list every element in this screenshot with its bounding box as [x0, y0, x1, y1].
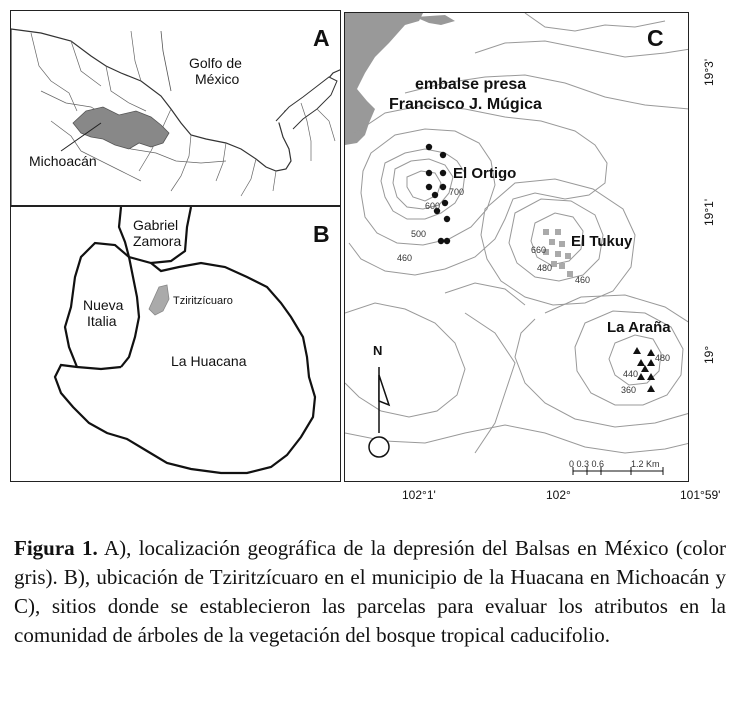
reservoir-label-line1: embalse presa	[415, 76, 527, 93]
mexico-map-svg	[11, 11, 341, 206]
gulf-label-line2: México	[195, 71, 240, 87]
nueva-italia-label-line1: Nueva	[83, 297, 124, 313]
caption-label: Figura 1.	[14, 536, 98, 560]
municipal-borders	[55, 207, 315, 473]
contour-label: 480	[537, 263, 553, 273]
scale-ticks-label: 0 0.3 0.6	[569, 459, 605, 469]
scale-end-label: 1.2 Km	[631, 459, 660, 469]
gabriel-label-line2: Zamora	[133, 233, 182, 249]
caption-text: A), localización geográfica de la depresión del Balsas en México (color gris). B), ubicación de Tziritzícuaro en el municipio de la Huacana en Michoacán y C), sitios donde se establecieron las parcelas para evaluar los atributos en la comunidad de árboles de la vegetación del bosque tropical caducifolio.	[14, 536, 726, 647]
panel-a-letter: A	[313, 25, 330, 51]
reservoir-label-line2: Francisco J. Múgica	[389, 96, 542, 113]
panel-a-mexico-map	[10, 10, 341, 206]
y-coord-label: 19°	[702, 345, 716, 364]
y-coord-label: 19°3'	[702, 58, 716, 86]
contour-label: 460	[397, 253, 413, 263]
x-coord-label: 101°59'	[680, 488, 721, 502]
figure-caption	[14, 534, 726, 650]
gabriel-label-line1: Gabriel	[133, 217, 179, 233]
panel-c-letter: C	[647, 25, 664, 51]
contour-label: 480	[655, 353, 671, 363]
site-label-el-tukuy: El Tukuy	[571, 233, 633, 250]
contour-label: 500	[411, 229, 427, 239]
panel-c-sites-map	[344, 12, 689, 482]
x-coord-label: 102°1'	[402, 488, 436, 502]
y-coord-label: 19°1'	[702, 198, 716, 226]
north-label: N	[373, 343, 383, 358]
panel-b-letter: B	[313, 221, 330, 247]
contour-label: 600	[425, 201, 441, 211]
x-coord-label: 102°	[546, 488, 571, 502]
contour-label: 700	[449, 187, 465, 197]
contour-label: 460	[575, 275, 591, 285]
tziritzicuaro-label: Tziritzícuaro	[173, 295, 233, 307]
gulf-label-line1: Golfo de	[189, 55, 242, 71]
tziritzicuaro-site	[149, 285, 169, 315]
nueva-italia-label-line2: Italia	[87, 313, 117, 329]
site-label-el-ortigo: El Ortigo	[453, 165, 517, 182]
panel-b-municipality-map	[10, 206, 341, 482]
contour-label: 440	[623, 369, 639, 379]
contour-label: 660	[531, 245, 547, 255]
contour-label: 360	[621, 385, 637, 395]
site-label-la-arana: La Araña	[607, 319, 671, 336]
michoacan-label: Michoacán	[29, 153, 97, 169]
la-huacana-label: La Huacana	[171, 353, 247, 369]
gulf-coast	[161, 31, 171, 91]
